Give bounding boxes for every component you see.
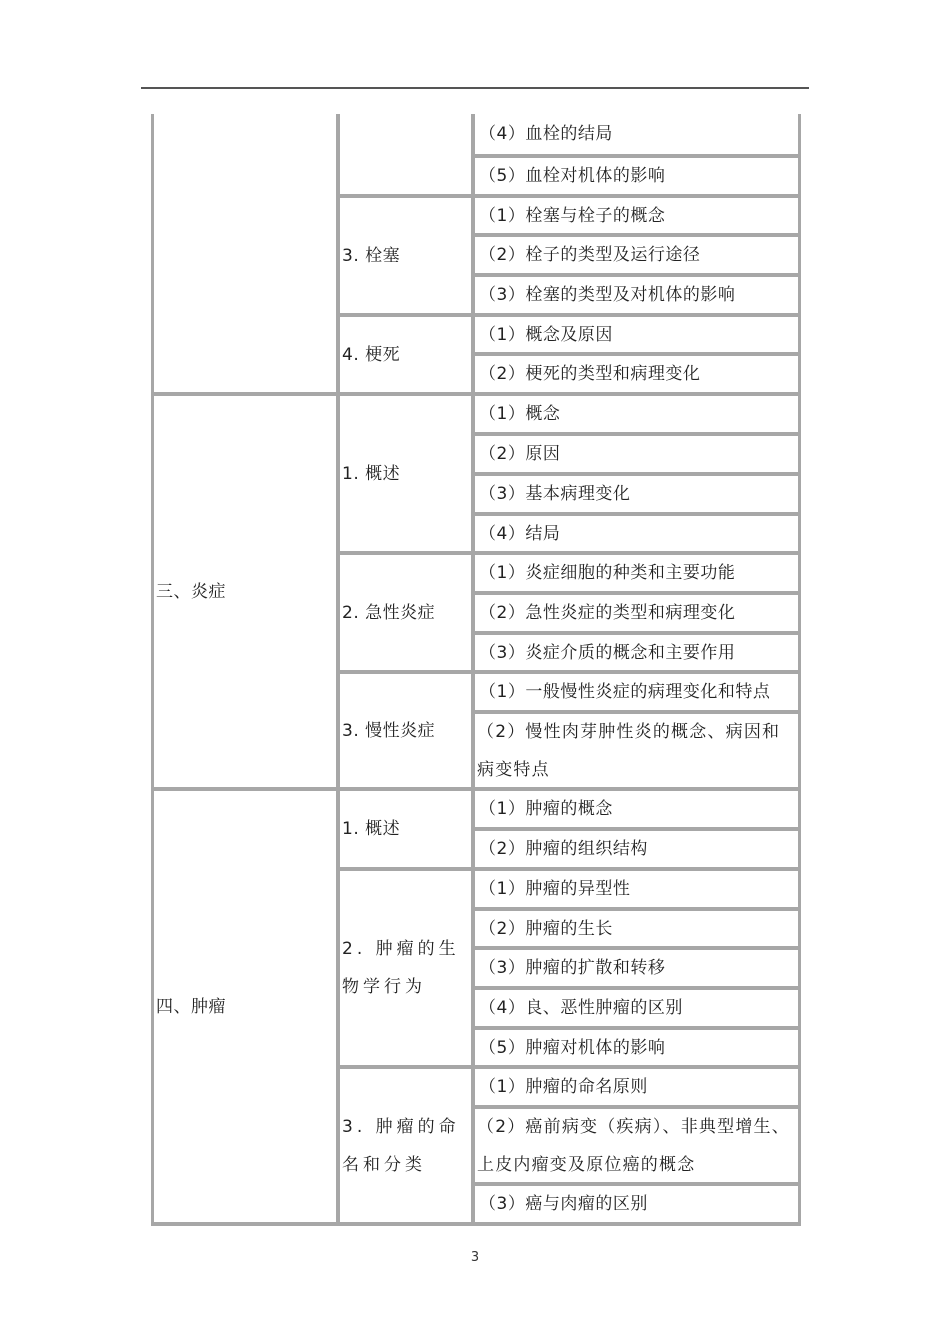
section-title: 四、肿瘤 bbox=[156, 996, 226, 1017]
table-item: （1）概念及原因 bbox=[479, 324, 613, 345]
table-item: （3）基本病理变化 bbox=[479, 484, 631, 504]
syllabus-table bbox=[151, 114, 801, 1226]
table-item: （1）肿瘤的异型性 bbox=[479, 879, 631, 899]
table-item: （1）概念 bbox=[479, 404, 561, 424]
section-title: 三、炎症 bbox=[156, 581, 226, 602]
table-item: （2）肿瘤的组织结构 bbox=[479, 839, 648, 859]
sub-title: 3. 栓塞 bbox=[342, 245, 401, 266]
table-item: （3）肿瘤的扩散和转移 bbox=[479, 958, 666, 978]
table-item: （2）癌前病变（疾病）、非典型增生、上皮内瘤变及原位癌的概念 bbox=[477, 1116, 790, 1175]
sub-title: 2. 急性炎症 bbox=[342, 602, 436, 623]
sub-title bbox=[340, 114, 471, 194]
table-item: （5）血栓对机体的影响 bbox=[479, 166, 666, 186]
table-item: （4）血栓的结局 bbox=[479, 124, 613, 144]
table-item: （1）肿瘤的概念 bbox=[479, 799, 613, 819]
table-item: （4）结局 bbox=[479, 523, 561, 544]
table-item: （3）炎症介质的概念和主要作用 bbox=[479, 642, 736, 663]
table-item: （2）慢性肉芽肿性炎的概念、病因和病变特点 bbox=[477, 721, 781, 780]
header-rule bbox=[141, 87, 809, 89]
table-item: （2）急性炎症的类型和病理变化 bbox=[479, 603, 736, 623]
table-item: （2）肿瘤的生长 bbox=[479, 918, 613, 939]
sub-title: 3. 肿瘤的命名和分类 bbox=[342, 1116, 460, 1175]
table-item: （3）栓塞的类型及对机体的影响 bbox=[479, 285, 736, 305]
table-item: （1）栓塞与栓子的概念 bbox=[479, 205, 666, 226]
sub-title: 1. 概述 bbox=[342, 819, 401, 839]
sub-title: 4. 梗死 bbox=[342, 344, 401, 365]
section-title bbox=[154, 114, 336, 392]
table-border-bottom bbox=[151, 1222, 801, 1226]
sub-title: 1. 概述 bbox=[342, 463, 401, 484]
sub-title: 2. 肿瘤的生物学行为 bbox=[342, 939, 460, 997]
table-item: （2）栓子的类型及运行途径 bbox=[479, 245, 701, 265]
table-item: （5）肿瘤对机体的影响 bbox=[479, 1037, 666, 1058]
page-number: 3 bbox=[470, 1250, 480, 1265]
table-item: （3）癌与肉瘤的区别 bbox=[479, 1194, 648, 1214]
table-item: （4）良、恶性肿瘤的区别 bbox=[479, 998, 683, 1018]
sub-title: 3. 慢性炎症 bbox=[342, 720, 436, 741]
table-item: （2）梗死的类型和病理变化 bbox=[479, 364, 701, 384]
table-item: （1）一般慢性炎症的病理变化和特点 bbox=[479, 682, 771, 702]
table-item: （1）肿瘤的命名原则 bbox=[479, 1077, 648, 1097]
table-item: （1）炎症细胞的种类和主要功能 bbox=[479, 563, 736, 583]
table-item: （2）原因 bbox=[479, 444, 561, 464]
